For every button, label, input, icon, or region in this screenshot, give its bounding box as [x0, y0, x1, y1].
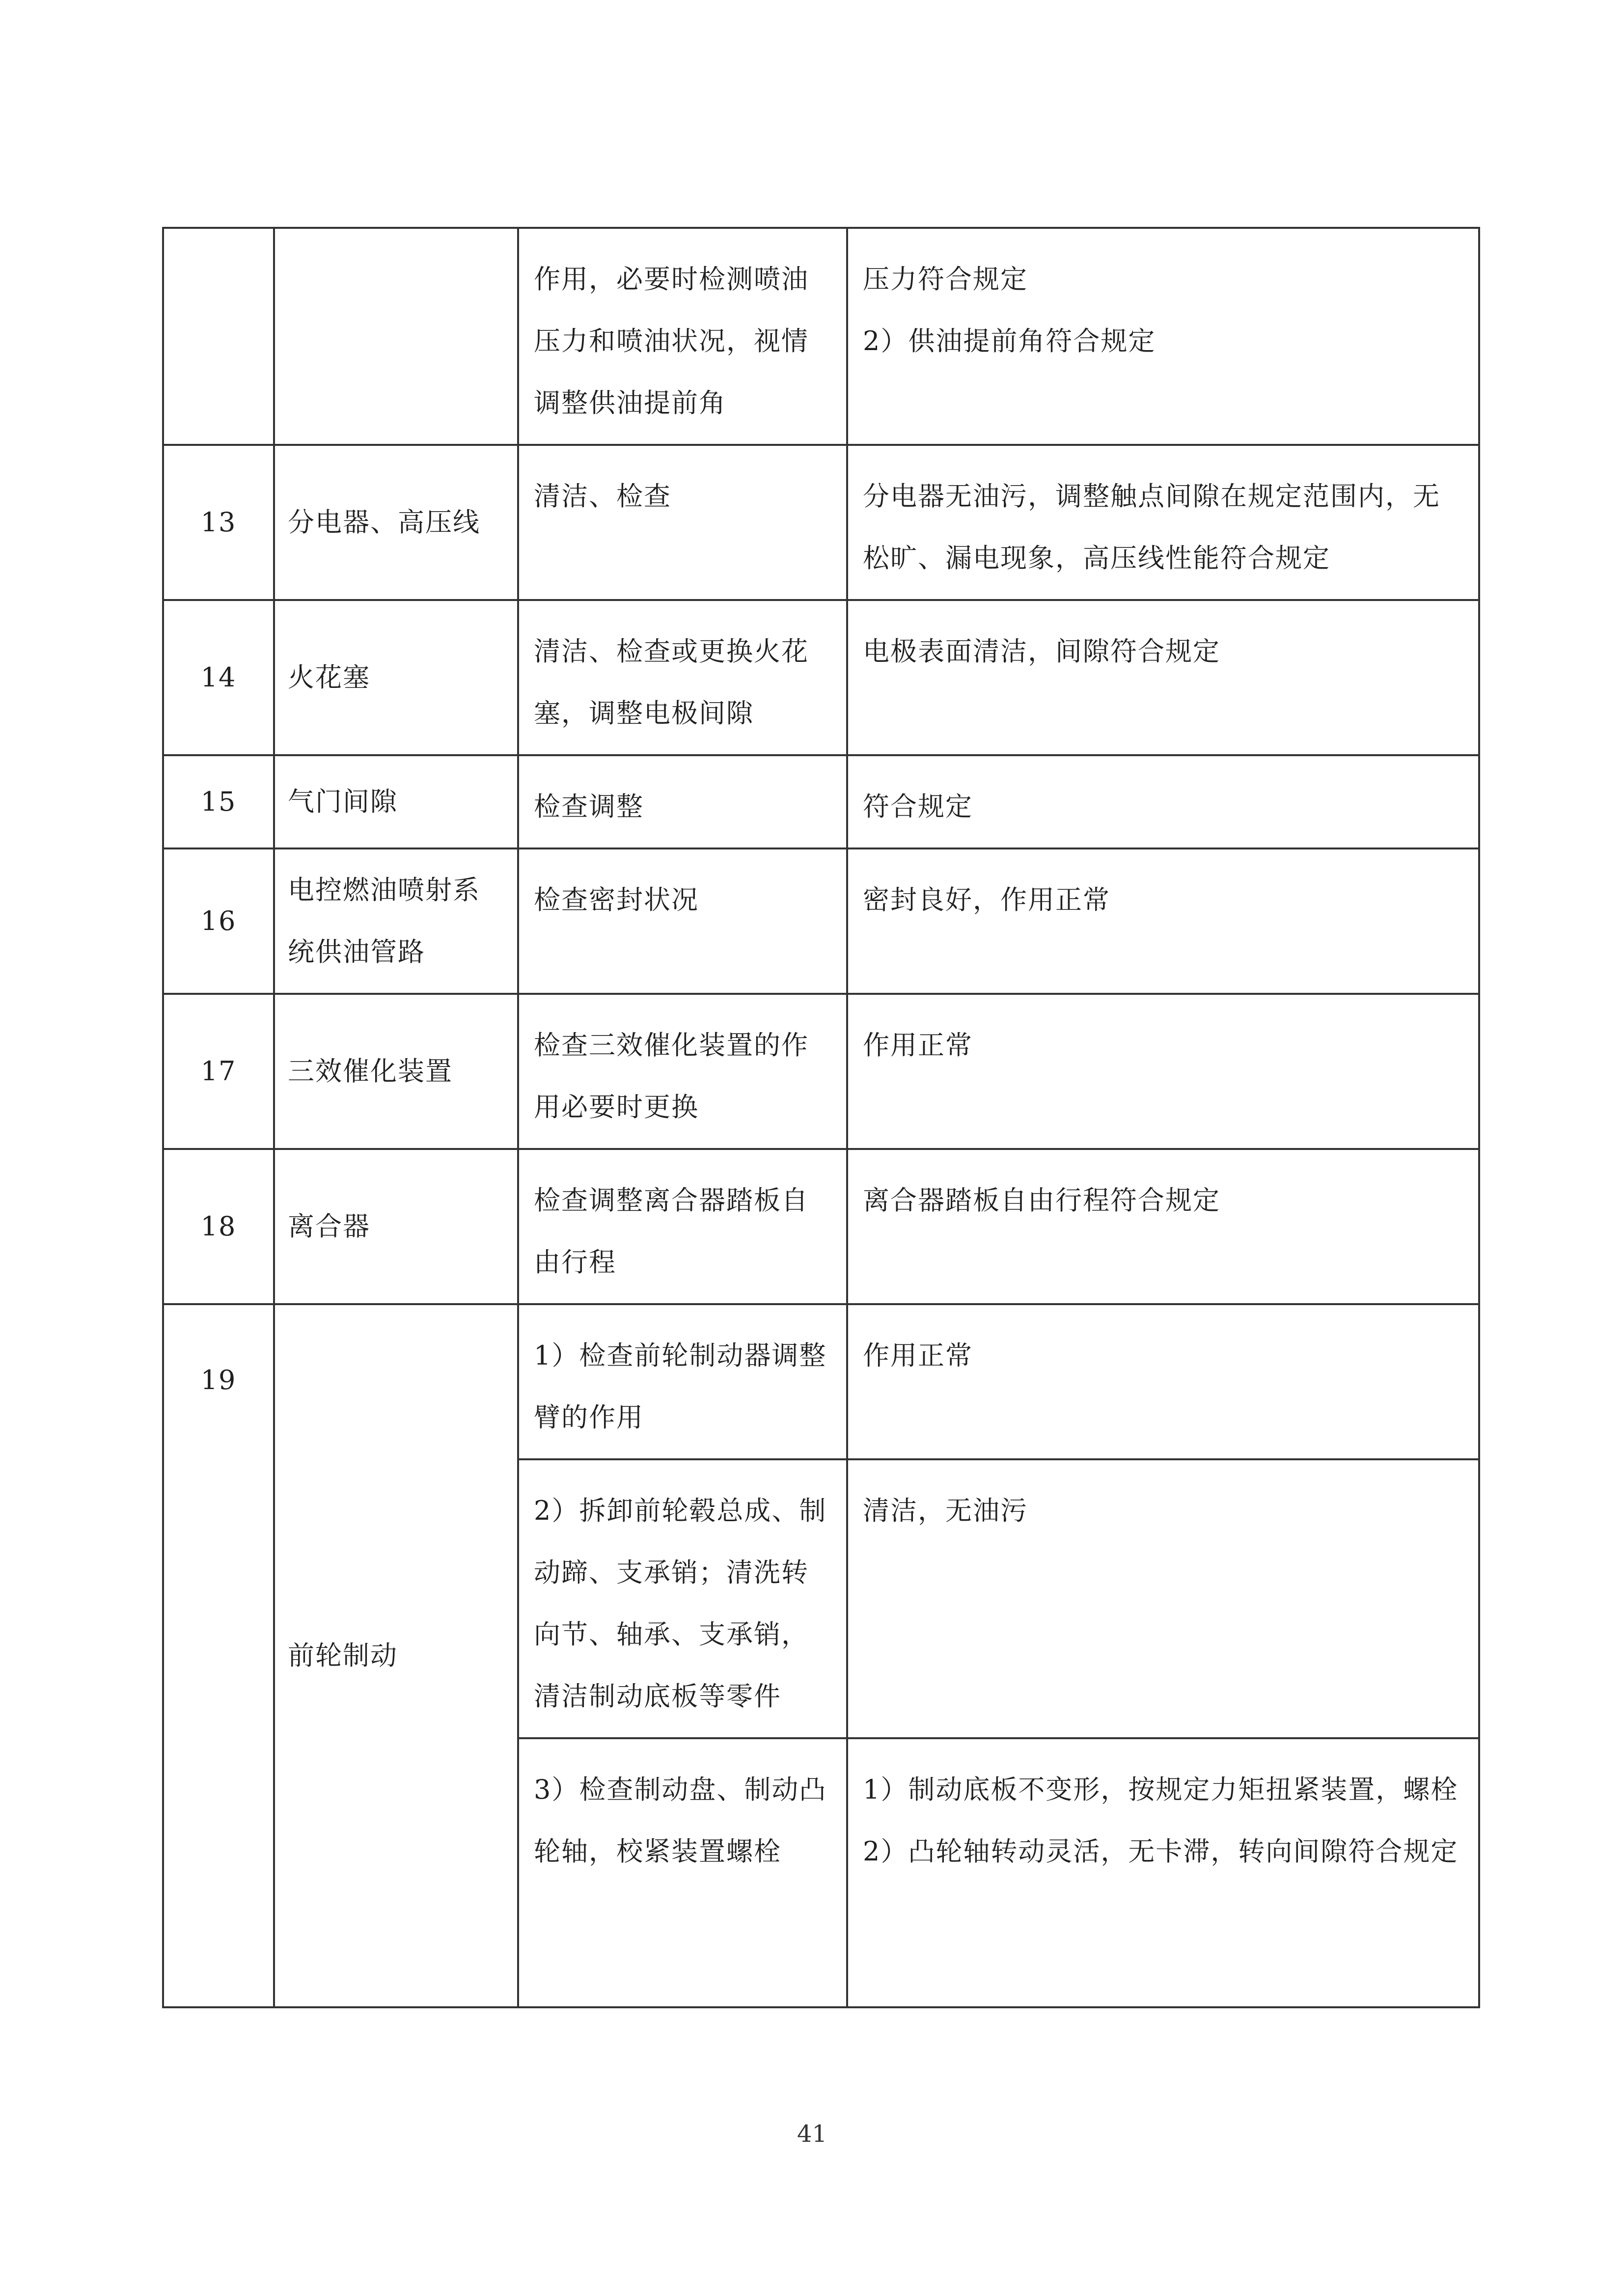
row-number: 19 [163, 1304, 274, 2007]
content-line: 3）检查制动盘、制动凸轮轴，校紧装置螺栓 [534, 1774, 827, 1867]
requirement-line: 1）制动底板不变形，按规定力矩扭紧装置，螺栓 [863, 1774, 1459, 1805]
row-content [518, 755, 847, 848]
requirement-line: 清洁，无油污 [863, 1495, 1028, 1526]
maintenance-table [162, 227, 1480, 2008]
row-number [163, 228, 274, 445]
content-line: 清洁、检查 [534, 481, 671, 512]
table-row [163, 1149, 1479, 1304]
content-line: 检查密封状况 [534, 884, 699, 915]
row-requirement [847, 1459, 1479, 1738]
row-content [518, 1304, 847, 1459]
row-item: 前轮制动 [274, 1304, 518, 2007]
row-requirement [847, 848, 1479, 994]
requirement-line: 压力符合规定 [863, 264, 1028, 295]
row-number: 16 [163, 848, 274, 994]
row-number: 18 [163, 1149, 274, 1304]
content-line: 检查调整 [534, 791, 644, 822]
requirement-line: 离合器踏板自由行程符合规定 [863, 1185, 1220, 1216]
content-line: 检查调整离合器踏板自由行程 [534, 1185, 809, 1278]
row-content [518, 228, 847, 445]
requirement-line: 2）供油提前角符合规定 [863, 326, 1156, 356]
row-content [518, 1459, 847, 1738]
table-row [163, 228, 1479, 445]
content-line: 清洁、检查或更换火花塞，调整电极间隙 [534, 636, 809, 729]
row-content [518, 848, 847, 994]
row-content [518, 445, 847, 600]
row-number: 15 [163, 755, 274, 848]
row-number: 14 [163, 600, 274, 755]
content-line: 检查三效催化装置的作用必要时更换 [534, 1030, 809, 1122]
row-requirement [847, 445, 1479, 600]
row-requirement [847, 755, 1479, 848]
content-line: 2）拆卸前轮毂总成、制动蹄、支承销；清洗转向节、轴承、支承销，清洁制动底板等零件 [534, 1495, 827, 1712]
page-number: 41 [797, 2120, 827, 2148]
table-row [163, 600, 1479, 755]
requirement-line: 2）凸轮轴转动灵活，无卡滞，转向间隙符合规定 [863, 1836, 1459, 1867]
table-row [163, 1304, 1479, 1459]
row-item: 火花塞 [274, 600, 518, 755]
row-requirement [847, 1738, 1479, 2007]
table-row [163, 848, 1479, 994]
requirement-line: 电极表面清洁，间隙符合规定 [863, 636, 1220, 667]
requirement-line: 作用正常 [863, 1030, 973, 1061]
row-requirement [847, 1304, 1479, 1459]
requirement-line: 密封良好，作用正常 [863, 884, 1110, 915]
row-item: 三效催化装置 [274, 994, 518, 1149]
table-row [163, 994, 1479, 1149]
row-item [274, 228, 518, 445]
row-number: 13 [163, 445, 274, 600]
row-item: 离合器 [274, 1149, 518, 1304]
row-content [518, 1738, 847, 2007]
row-content [518, 600, 847, 755]
row-requirement [847, 994, 1479, 1149]
row-item: 电控燃油喷射系统供油管路 [274, 848, 518, 994]
content-line: 作用，必要时检测喷油压力和喷油状况，视情调整供油提前角 [534, 264, 809, 418]
requirement-line: 分电器无油污，调整触点间隙在规定范围内，无松旷、漏电现象，高压线性能符合规定 [863, 481, 1440, 574]
row-requirement [847, 1149, 1479, 1304]
row-item: 分电器、高压线 [274, 445, 518, 600]
row-requirement [847, 228, 1479, 445]
content-line: 1）检查前轮制动器调整臂的作用 [534, 1340, 827, 1433]
row-content [518, 994, 847, 1149]
row-number: 17 [163, 994, 274, 1149]
row-item: 气门间隙 [274, 755, 518, 848]
table-row [163, 755, 1479, 848]
table-row [163, 445, 1479, 600]
row-content [518, 1149, 847, 1304]
requirement-line: 作用正常 [863, 1340, 973, 1371]
row-requirement [847, 600, 1479, 755]
requirement-line: 符合规定 [863, 791, 973, 822]
